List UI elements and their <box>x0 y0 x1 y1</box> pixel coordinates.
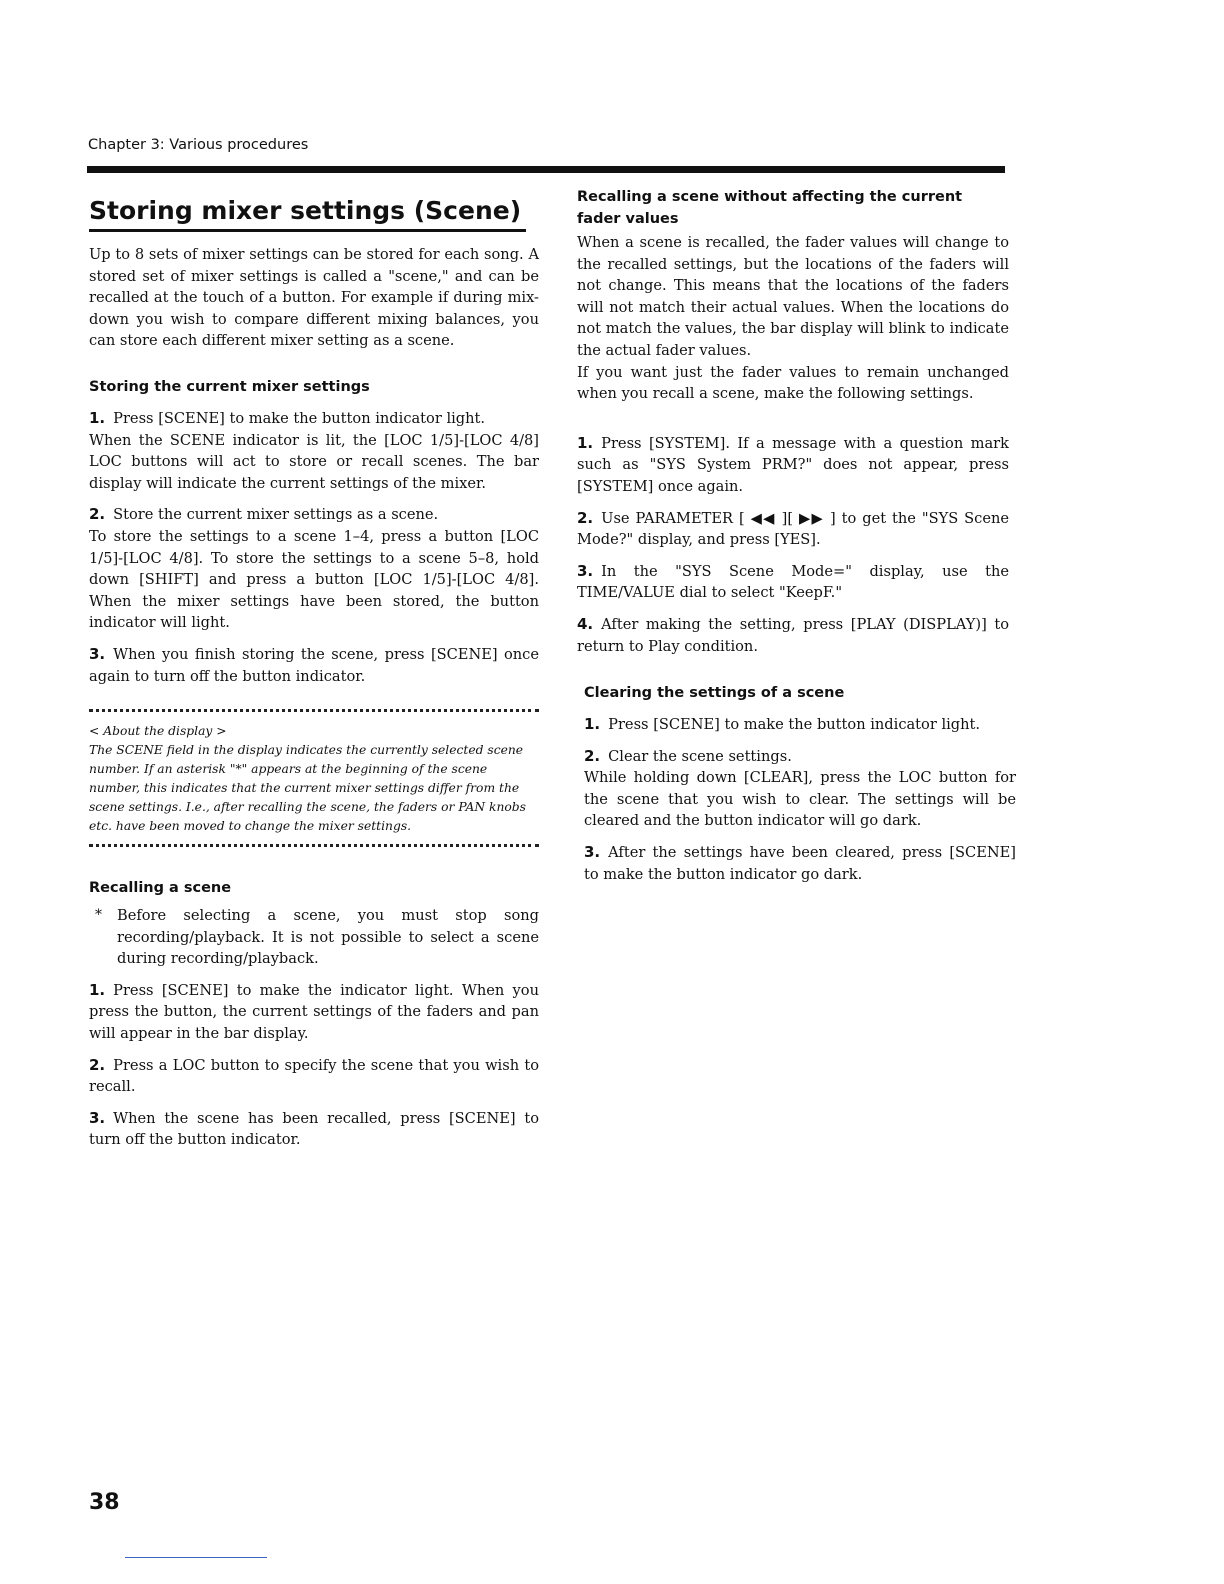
step-number: 2. <box>89 1055 106 1074</box>
intro-paragraph: Up to 8 sets of mixer settings can be stored for each song. A stored set of mixer settings is called a "scene," and can be recalled at the touch of a button. For example if during mix-down you wish to compare different mixing balances, you can store each different mixer setting as a scene. <box>89 246 539 350</box>
recall-keep-step-4 <box>577 614 1009 657</box>
clearing-step-2 <box>584 746 1016 832</box>
clearing-step-3 <box>584 842 1016 885</box>
storing-step-1 <box>89 408 539 494</box>
step-number: 1. <box>584 715 601 733</box>
step-lead: Press a LOC button to specify the scene that you wish to recall. <box>89 1056 539 1096</box>
recall-keep-paragraph-2: If you want just the fader values to remain unchanged when you recall a scene, make the following settings. <box>577 363 1009 403</box>
header-rule <box>87 166 1005 173</box>
left-column <box>89 195 539 1151</box>
recalling-step-3 <box>89 1108 539 1151</box>
step-number: 3. <box>89 644 106 663</box>
step-lead: Press [SCENE] to make the button indicator light. <box>113 409 486 427</box>
step-number: 4. <box>577 614 594 633</box>
recalling-bullet <box>89 905 539 970</box>
bullet-mark: * <box>95 907 102 924</box>
recall-keep-step-2 <box>577 508 1009 551</box>
display-note <box>89 709 539 847</box>
step-lead: When the scene has been recalled, press [SCENE] to turn off the button indicator. <box>89 1109 539 1149</box>
step-number: 3. <box>89 1108 106 1127</box>
step-lead: Press [SCENE] to make the indicator light. When you press the button, the current settings of the faders and pan will appear in the bar display. <box>89 981 539 1043</box>
step-lead: Clear the scene settings. <box>608 747 792 765</box>
step-number: 2. <box>584 746 601 765</box>
step-body: When the SCENE indicator is lit, the [LOC 1/5]-[LOC 4/8] LOC buttons will act to store or recall scenes. The bar display will indicate the current settings of the mixer. <box>89 431 539 492</box>
step-lead: Press [SCENE] to make the button indicator light. <box>608 716 981 733</box>
clearing-step-1 <box>584 714 1016 736</box>
step-lead: When you finish storing the scene, press [SCENE] once again to turn off the button indicator. <box>89 645 539 685</box>
step-number: 2. <box>577 508 594 527</box>
step-number: 3. <box>577 561 594 580</box>
right-column <box>577 186 1009 657</box>
section-heading-clearing: Clearing the settings of a scene <box>584 685 845 701</box>
section-heading-storing: Storing the current mixer settings <box>89 378 370 395</box>
footer-line <box>125 1557 267 1558</box>
chapter-header: Chapter 3: Various procedures <box>88 137 309 153</box>
page-title: Storing mixer settings (Scene) <box>89 195 526 232</box>
storing-step-2 <box>89 504 539 634</box>
section-heading-recalling: Recalling a scene <box>89 880 232 897</box>
step-number: 2. <box>89 505 106 524</box>
recall-keep-step-3 <box>577 561 1009 604</box>
recall-keep-paragraph-1: When a scene is recalled, the fader values will change to the recalled settings, but the locations of the faders will not change. This means that the locations of the faders will not match their actual values. When the locations do not match the values, the bar display will blink to indicate the actual fader values. <box>577 234 1009 359</box>
step-lead: Press [SYSTEM]. If a message with a question mark such as "SYS System PRM?" does not appear, press [SYSTEM] once again. <box>577 434 1009 495</box>
step-number: 1. <box>89 980 106 999</box>
bullet-text: Before selecting a scene, you must stop song recording/playback. It is not possible to select a scene during recording/playback. <box>117 907 539 968</box>
note-title: < About the display > <box>89 724 227 739</box>
storing-step-3 <box>89 644 539 687</box>
step-lead: After the settings have been cleared, press [SCENE] to make the button indicator go dark. <box>584 843 1016 883</box>
step-lead: Store the current mixer settings as a scene. <box>113 506 439 524</box>
step-lead: In the "SYS Scene Mode=" display, use the TIME/VALUE dial to select "KeepF." <box>577 562 1009 602</box>
page-number: 38 <box>89 1490 120 1515</box>
step-number: 3. <box>584 842 601 861</box>
note-text: The SCENE field in the display indicates the currently selected scene number. If an asterisk "*" appears at the beginning of the scene number, this indicates that the current mixer settings differ from the scene settings. I.e., after recalling the scene, the faders or PAN knobs etc. have been moved to change the mixer settings. <box>89 743 526 834</box>
right-column-clearing <box>584 682 1016 885</box>
step-number: 1. <box>89 408 106 427</box>
step-number: 1. <box>577 433 594 452</box>
step-body: To store the settings to a scene 1–4, press a button [LOC 1/5]-[LOC 4/8]. To store the settings to a scene 5–8, hold down [SHIFT] and press a button [LOC 1/5]-[LOC 4/8]. When the mixer settings have been stored, the button indicator will light. <box>89 527 539 632</box>
step-lead: Use PARAMETER [ ◀◀ ][ ▶▶ ] to get the "SYS Scene Mode?" display, and press [YES]. <box>577 509 1009 549</box>
step-lead: After making the setting, press [PLAY (DISPLAY)] to return to Play condition. <box>577 615 1009 655</box>
recalling-step-2 <box>89 1055 539 1098</box>
recall-keep-step-1 <box>577 433 1009 498</box>
section-heading-recall-keep: Recalling a scene without affecting the current fader values <box>577 189 963 227</box>
recalling-step-1 <box>89 980 539 1045</box>
step-body: While holding down [CLEAR], press the LOC button for the scene that you wish to clear. The settings will be cleared and the button indicator will go dark. <box>584 769 1016 830</box>
